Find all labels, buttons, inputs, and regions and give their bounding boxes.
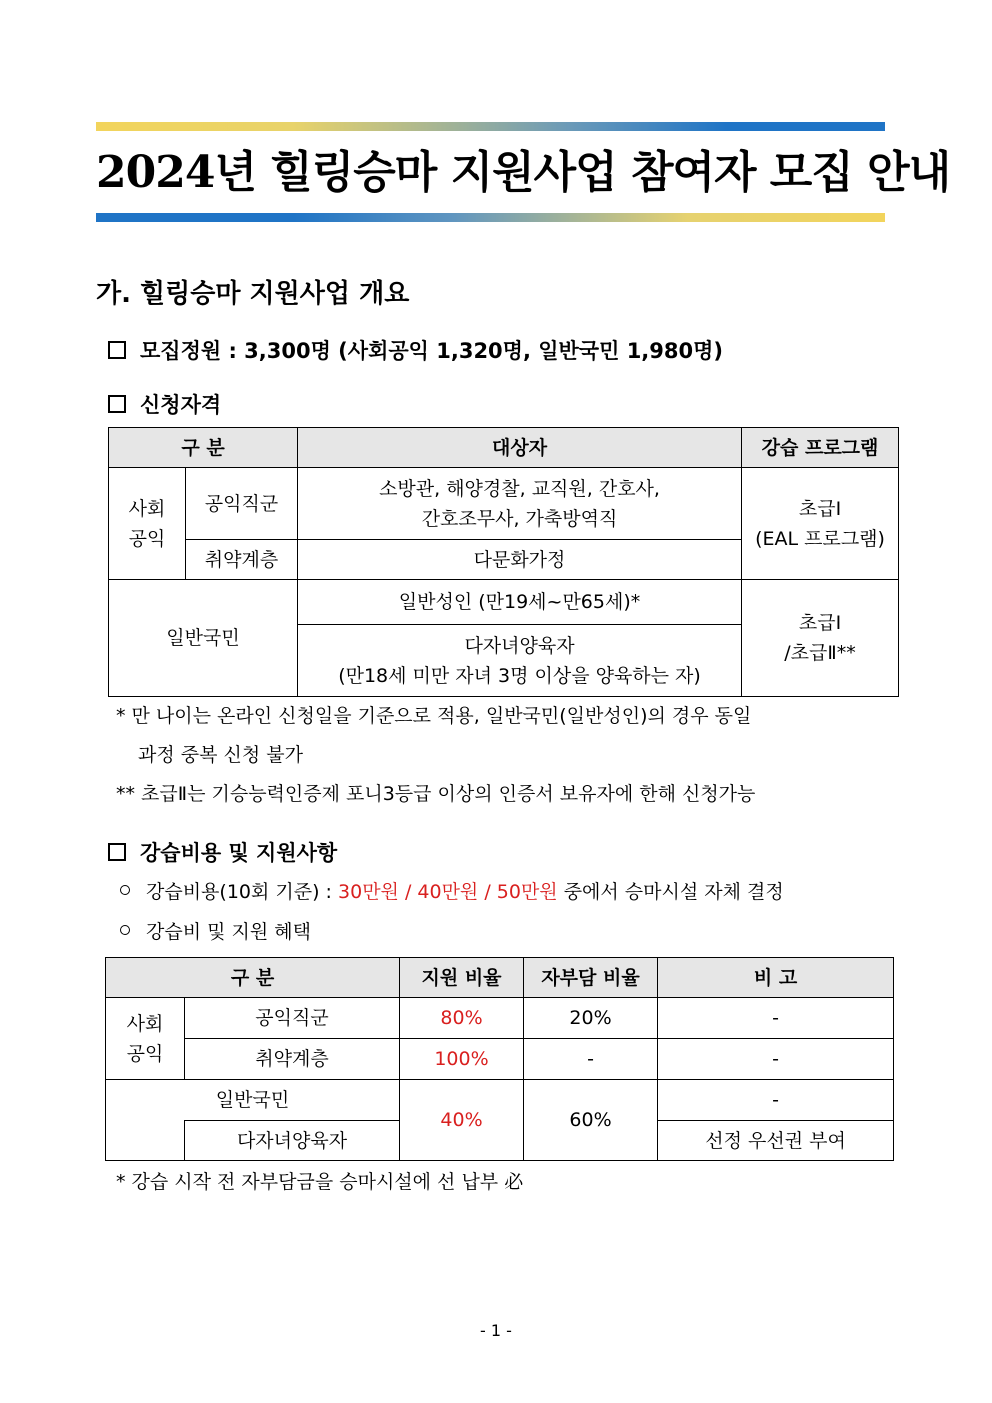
- category-cell: 공익직군: [186, 468, 298, 540]
- support-ratio-cell: 80%: [400, 998, 524, 1039]
- eligibility-note: ** 초급Ⅱ는 기승능력인증제 포니3등급 이상의 인증서 보유자에 한해 신청가능: [116, 783, 756, 805]
- eligibility-note: 과정 중복 신청 불가: [138, 744, 303, 766]
- general-group-cell: 일반국민: [109, 580, 298, 697]
- fee-option: 50만원: [496, 881, 558, 903]
- support-ratio-cell: 40%: [400, 1080, 524, 1161]
- remarks-cell: 선정 우선권 부여: [658, 1121, 894, 1161]
- program-cell: 초급Ⅰ /초급Ⅱ**: [742, 580, 899, 697]
- remarks-cell: -: [658, 1039, 894, 1080]
- fee-option: 30만원: [338, 881, 399, 903]
- costs-footnote: * 강습 시작 전 자부담금을 승마시설에 선 납부 必: [116, 1171, 524, 1193]
- header-remarks: 비 고: [658, 958, 894, 998]
- eligibility-table: [108, 427, 899, 697]
- costs-heading: [108, 838, 337, 868]
- support-ratio-cell: 100%: [400, 1039, 524, 1080]
- category-cell: 취약계층: [185, 1039, 400, 1080]
- header-program: 강습 프로그램: [742, 428, 899, 468]
- target-cell: 일반성인 (만19세~만65세)*: [298, 580, 742, 625]
- social-group-cell: 사회 공익: [109, 468, 186, 580]
- checkbox-square-icon: [108, 843, 126, 861]
- header-category: 구 분: [109, 428, 298, 468]
- category-cell: 취약계층: [186, 540, 298, 580]
- eligibility-note: * 만 나이는 온라인 신청일을 기준으로 적용, 일반국민(일반성인)의 경우 동일: [116, 705, 752, 727]
- target-cell: 소방관, 해양경찰, 교직원, 간호사, 간호조무사, 가축방역직: [298, 468, 742, 540]
- checkbox-square-icon: [108, 341, 126, 359]
- costs-heading-text: 강습비용 및 지원사항: [140, 841, 338, 865]
- eligibility-heading-text: 신청자격: [140, 393, 222, 417]
- self-ratio-cell: 20%: [524, 998, 658, 1039]
- fee-suffix: 중에서 승마시설 자체 결정: [557, 881, 784, 903]
- recruitment-heading: [108, 336, 723, 366]
- benefit-line: [120, 918, 311, 946]
- self-ratio-cell: -: [524, 1039, 658, 1080]
- remarks-cell: -: [658, 1080, 894, 1121]
- benefit-line-text: 강습비 및 지원 혜택: [146, 921, 311, 943]
- remarks-cell: -: [658, 998, 894, 1039]
- category-cell: 공익직군: [185, 998, 400, 1039]
- circle-bullet-icon: [120, 885, 130, 895]
- fee-separator: /: [398, 881, 418, 903]
- fee-prefix: 강습비용(10회 기준) :: [146, 881, 339, 903]
- document-title: 2024년 힐링승마 지원사업 참여자 모집 안내: [96, 147, 951, 198]
- circle-bullet-icon: [120, 925, 130, 935]
- header-support-ratio: 지원 비율: [400, 958, 524, 998]
- social-group-cell: 사회 공익: [106, 998, 185, 1080]
- support-table: [105, 957, 894, 1161]
- blank-cell: [106, 1121, 185, 1161]
- eligibility-heading: [108, 390, 221, 420]
- checkbox-square-icon: [108, 395, 126, 413]
- fee-separator: /: [478, 881, 497, 903]
- title-top-bar: [96, 122, 885, 131]
- header-self-ratio: 자부담 비율: [524, 958, 658, 998]
- header-target: 대상자: [298, 428, 742, 468]
- target-cell: 다자녀양육자 (만18세 미만 자녀 3명 이상을 양육하는 자): [298, 625, 742, 697]
- target-cell: 다문화가정: [298, 540, 742, 580]
- fee-line: [120, 878, 784, 906]
- category-cell: 다자녀양육자: [185, 1121, 400, 1161]
- recruitment-text: 모집정원 : 3,300명 (사회공익 1,320명, 일반국민 1,980명): [140, 339, 724, 363]
- page-number: - 1 -: [480, 1321, 512, 1340]
- title-bottom-bar: [96, 213, 885, 222]
- fee-option: 40만원: [417, 881, 479, 903]
- program-cell: 초급Ⅰ (EAL 프로그램): [742, 468, 899, 580]
- section-heading: 가. 힐링승마 지원사업 개요: [96, 279, 410, 309]
- general-group-cell: 일반국민: [106, 1080, 400, 1121]
- header-category: 구 분: [106, 958, 400, 998]
- self-ratio-cell: 60%: [524, 1080, 658, 1161]
